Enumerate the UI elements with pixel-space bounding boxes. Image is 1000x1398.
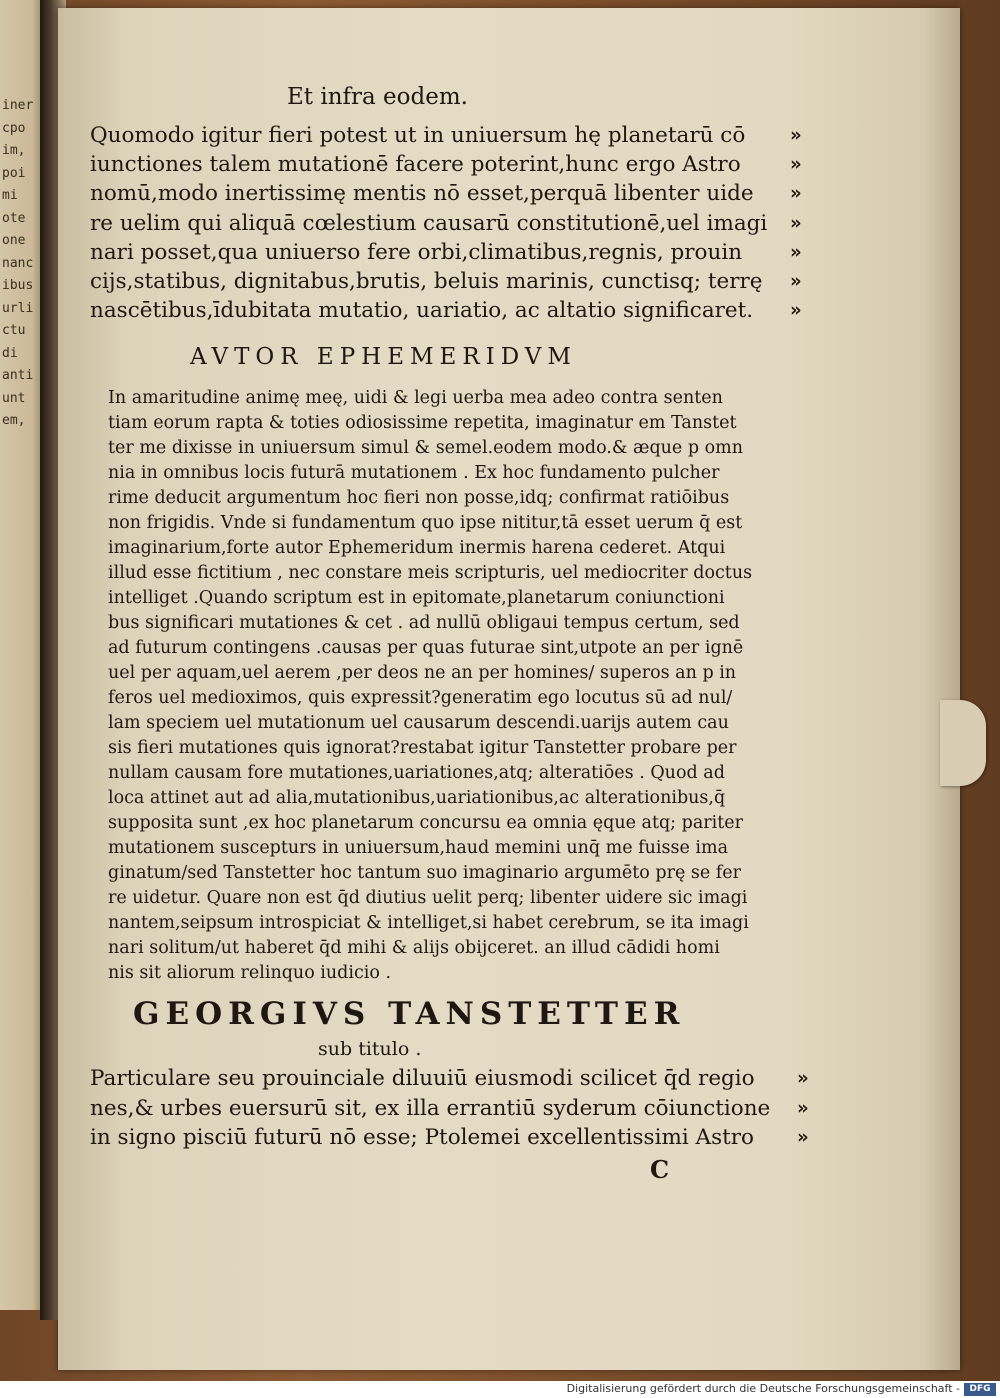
quoted-paragraph: Quomodo igitur fieri potest ut in uniuersum hę planetarū cō iunctiones talem mutationē facere poterint,hunc ergo Astro nomū,modo inertissimę mentis nō esset,perquā libenter uide re uelim qui aliquā cœlestium causarū constitutionē,uel imagi nari posset,qua uniuerso fere orbi,climatibus,regnis, prouin cijs,statibus, dignitabus,brutis, beluis marinis, cunctisq; terrę nascētibus,īdubitata mutatio, uariatio, ac altatio significaret. [90, 123, 768, 324]
closing-quoted-paragraph: Particulare seu prouinciale diluuiū eiusmodi scilicet q̄d regio nes,& urbes euersurū sit, ex illa errantiū syderum cōiunctione in signo pisciū futurū nō esse; Ptolemei excellentissimi Astro [90, 1066, 771, 1150]
autor-ephemeridum-heading: AVTOR EPHEMERIDVM [190, 344, 577, 370]
funding-credit: Digitalisierung gefördert durch die Deutsche Forschungsgemeinschaft - [566, 1382, 960, 1395]
quotation-marks-column: » » » » » » » [790, 124, 802, 322]
page-edge-tab [940, 700, 986, 786]
georgius-tanstetter-heading: GEORGIVS TANSTETTER [133, 996, 686, 1032]
section-heading-et-infra: Et infra eodem. [287, 84, 468, 110]
main-body-paragraph: In amaritudine animę meę, uidi & legi uerba mea adeo contra senten tiam eorum rapta & toties odiosissime repetita, imaginatur em Tanstet ter me dixisse in uniuersum simul & semel.eodem modo.& æque p omn nia in omnibus locis futurā mutationem . Ex hoc fundamento pulcher rime deducit argumentum hoc fieri non posse,idq; confirmat ratiōibus non frigidis. Vnde si fundamentum quo ipse nititur,tā esset uerum q̄ est imaginarium,forte autor Ephemeridum inermis harena cederet. Atqui illud esse fictitium , nec constare meis scripturis, uel mediocriter doctus intelliget .Quando scriptum est in epitomate,planetarum coniunctioni bus significari mutationes & cet . ad nullū obligaui tempus certum, sed ad futurum contingens .causas per quas futurae sint,utpote an per ignē uel per aquam,uel aerem ,per deos ne an per homines/ superos an p in feros uel medioximos, quis expressit?generatim ego locutus sū ad nul/ lam speciem uel mutationum uel causarum descendi.uarijs autem cau sis fieri mutationes quis ignorat?restabat igitur Tanstetter probare per nullam causam fore mutationes,uariationes,atq; alteratiōes . Quod ad loca attinet aut ad alia,mutationibus,uariationibus,ac alterationibus,q̄ supposita sunt ,ex hoc planetarum concursu ea omnia ęque atq; pariter mutationem suscepturs in uniuersum,haud memini unq̄ me fuisse ima ginatum/sed Tanstetter hoc tantum suo imaginario argumēto prę se fer re uidetur. Quare non est q̄d diutius uelit perq; libenter uidere sic imagi nantem,seipsum introspiciat & intelliget,si habet cerebrum, se ita imagi nari solitum/ut haberet q̄d mihi & alijs obijceret. an illud cādidi homi nis sit aliorum relinquo iudicio . [108, 388, 753, 983]
dfg-logo: DFG [964, 1383, 996, 1396]
left-page-text-fragment: iner cpo im, poi mi ote one nanc ibus urli ctu di anti unt em, [2, 98, 34, 428]
quotation-marks-column-2: » » » [797, 1067, 809, 1148]
signature-mark: C [650, 1155, 670, 1184]
sub-titulo-line: sub titulo . [318, 1038, 422, 1060]
